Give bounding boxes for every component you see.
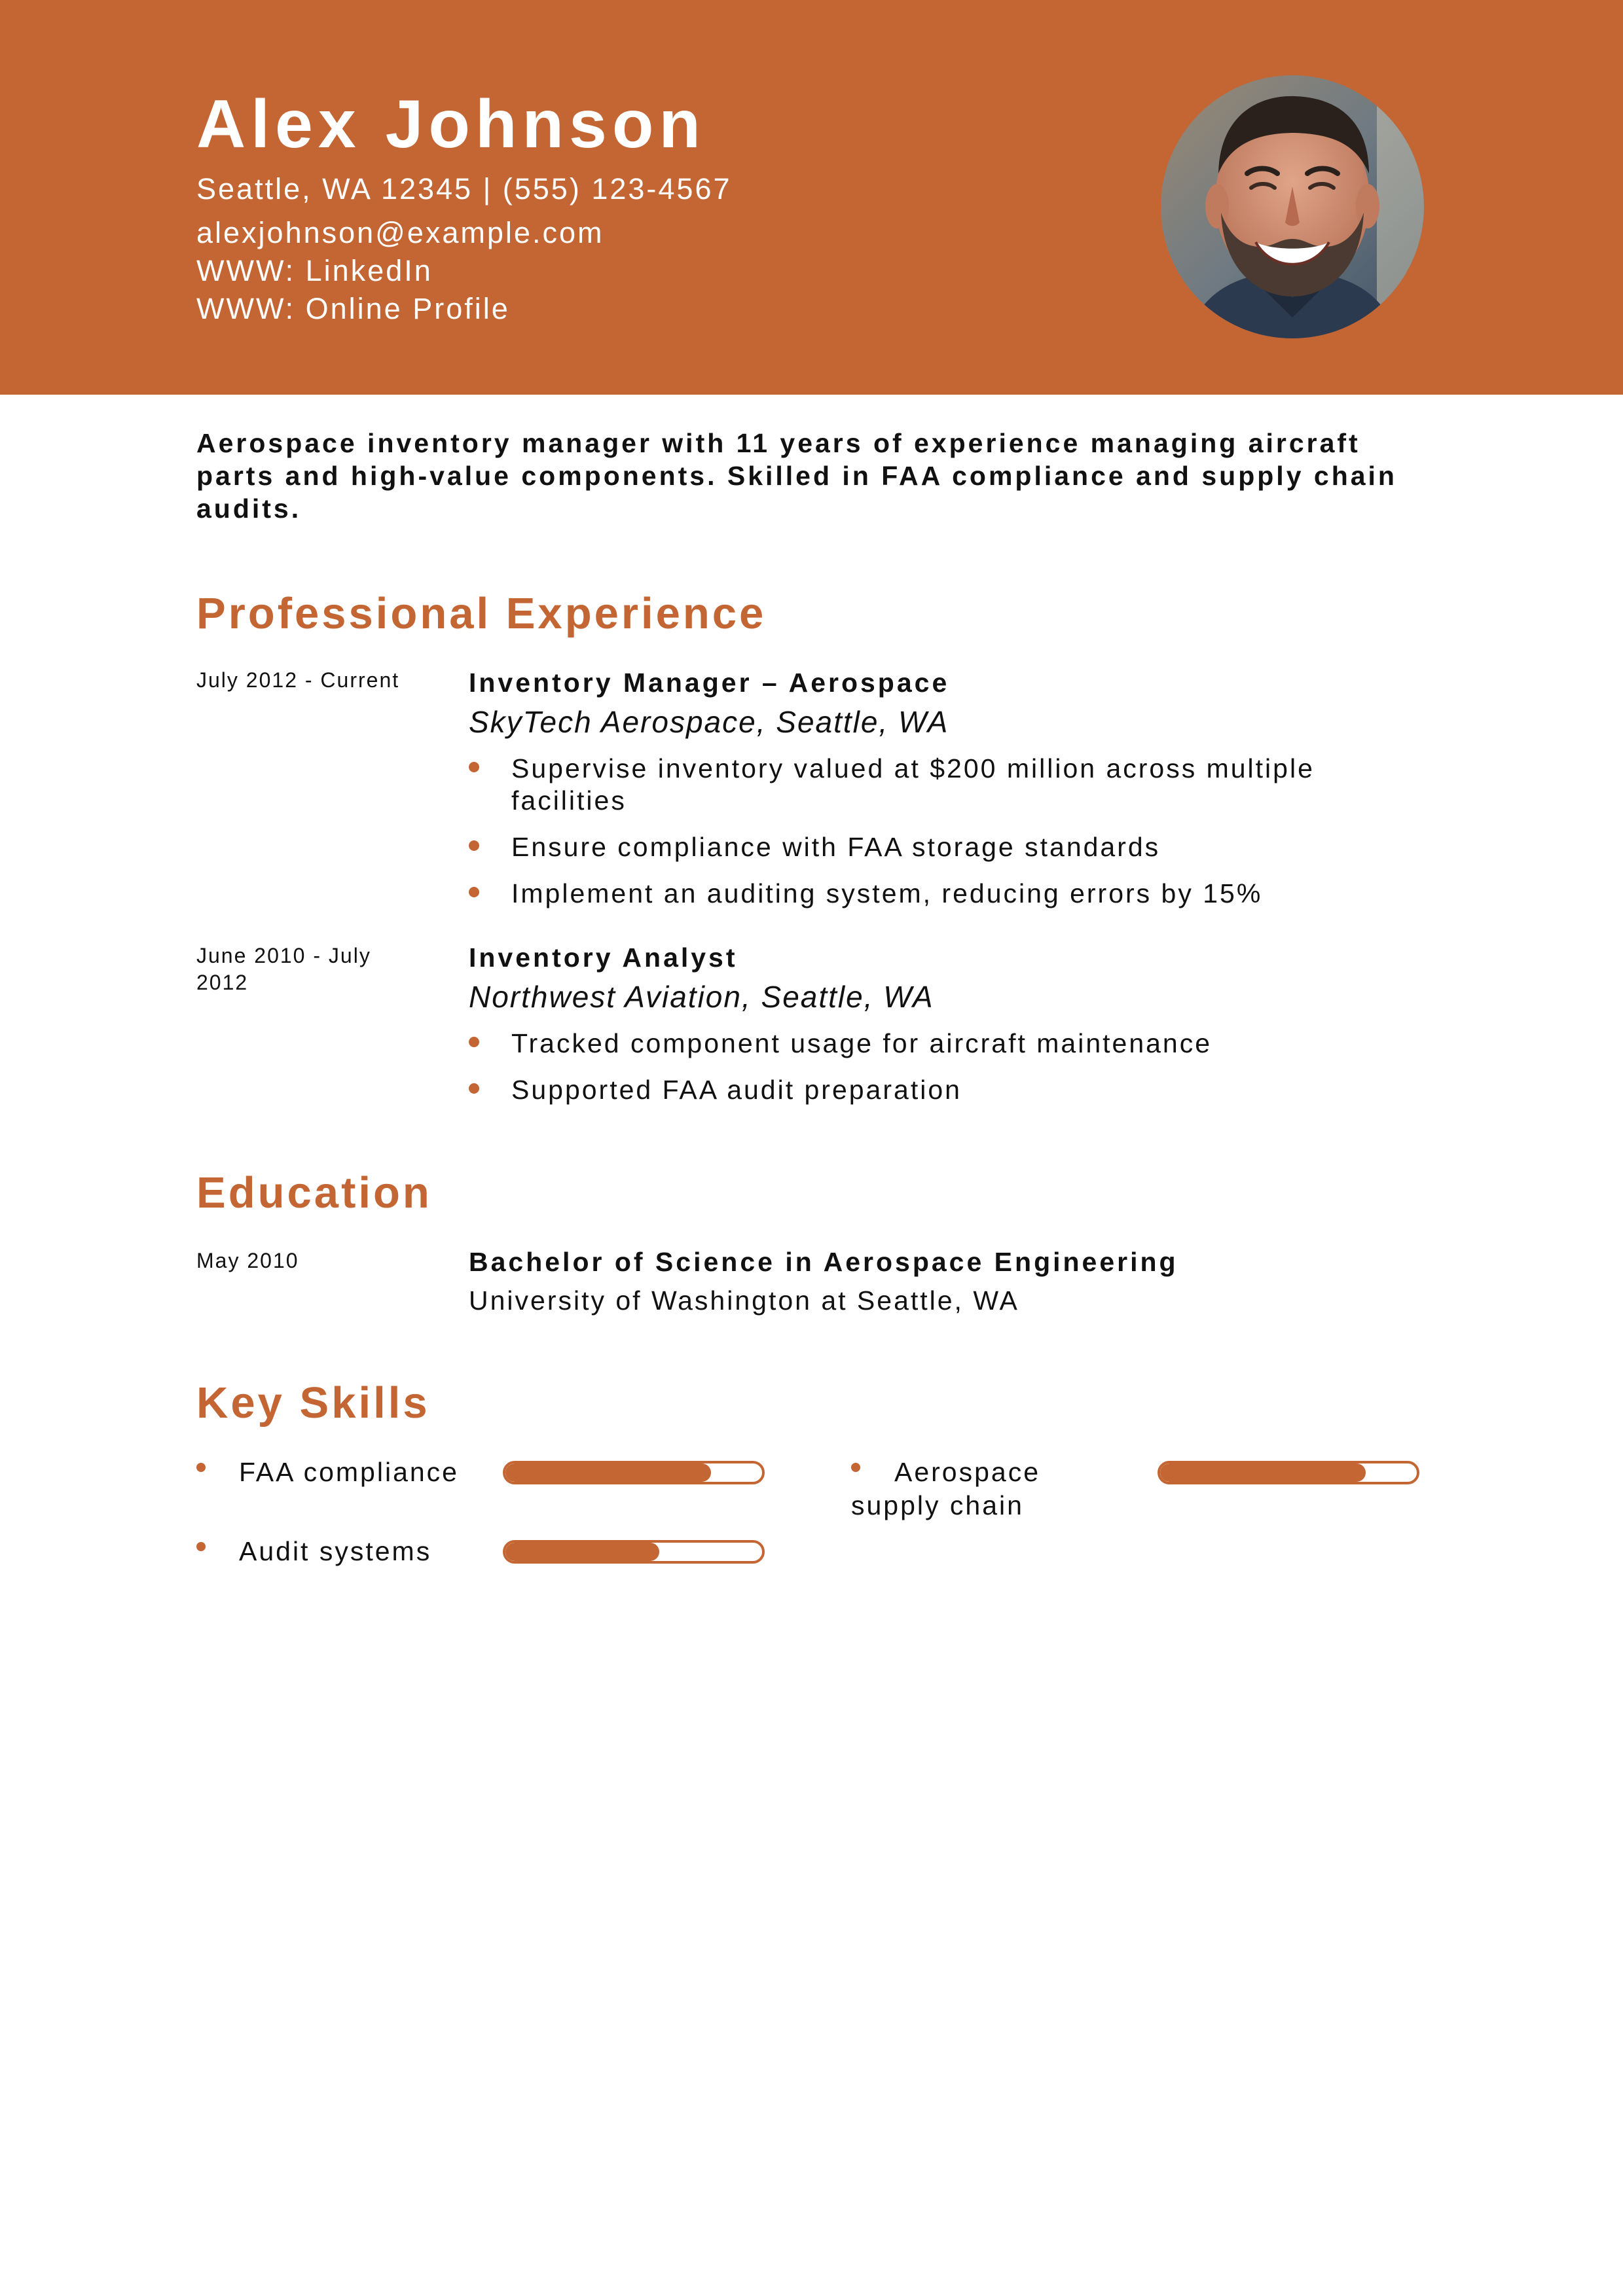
degree-title: Bachelor of Science in Aerospace Engineering [469, 1247, 1178, 1277]
job-1-dates: July 2012 - Current [196, 668, 400, 692]
profile-photo-illustration [1161, 75, 1424, 338]
bullet-dot-icon [469, 887, 479, 897]
professional-summary: Aerospace inventory manager with 11 years of experience managing aircraft parts and high-value components. Skilled in FAA compliance and supply chain audits. [196, 428, 1397, 524]
profile-photo [1161, 75, 1424, 338]
education-date: May 2010 [196, 1249, 299, 1272]
skill-level-fill [505, 1463, 711, 1482]
skill-name: Audit systems [239, 1536, 432, 1566]
bullet-text: Supervise inventory valued at $200 million across multiple facilities [511, 753, 1315, 816]
location-phone: Seattle, WA 12345 | (555) 123-4567 [196, 172, 732, 206]
job-2-company: Northwest Aviation, Seattle, WA [469, 980, 934, 1014]
skills-heading: Key Skills [196, 1378, 430, 1427]
bullet-text: Ensure compliance with FAA storage standards [511, 832, 1161, 862]
bullet-dot-icon [469, 1037, 479, 1047]
job-2-dates: June 2010 - July 2012 [196, 944, 371, 994]
bullet-dot-icon [469, 840, 479, 851]
skill-name: Aerospace supply chain [851, 1457, 1041, 1520]
school-name: University of Washington at Seattle, WA [469, 1285, 1019, 1316]
candidate-name: Alex Johnson [196, 86, 706, 162]
bullet-dot-icon [469, 762, 479, 772]
bullet-dot-icon [196, 1463, 206, 1472]
skill-level-bar [503, 1540, 765, 1564]
skill-level-bar [1158, 1461, 1419, 1484]
bullet-text: Supported FAA audit preparation [511, 1075, 962, 1105]
email-link[interactable]: alexjohnson@example.com [196, 216, 604, 249]
bullet-text: Implement an auditing system, reducing errors by 15% [511, 878, 1263, 908]
job-1-company: SkyTech Aerospace, Seattle, WA [469, 705, 949, 739]
skill-level-fill [505, 1543, 659, 1561]
skill-name: FAA compliance [239, 1457, 459, 1487]
online-profile-link[interactable]: WWW: Online Profile [196, 292, 510, 325]
bullet-dot-icon [469, 1083, 479, 1094]
job-2-title: Inventory Analyst [469, 942, 738, 973]
experience-heading: Professional Experience [196, 589, 767, 638]
skill-level-fill [1160, 1463, 1366, 1482]
header-banner [0, 0, 1623, 395]
bullet-dot-icon [196, 1542, 206, 1551]
skill-level-bar [503, 1461, 765, 1484]
education-heading: Education [196, 1168, 432, 1217]
bullet-text: Tracked component usage for aircraft maintenance [511, 1028, 1213, 1058]
linkedin-link[interactable]: WWW: LinkedIn [196, 254, 433, 287]
job-1-title: Inventory Manager – Aerospace [469, 668, 950, 698]
